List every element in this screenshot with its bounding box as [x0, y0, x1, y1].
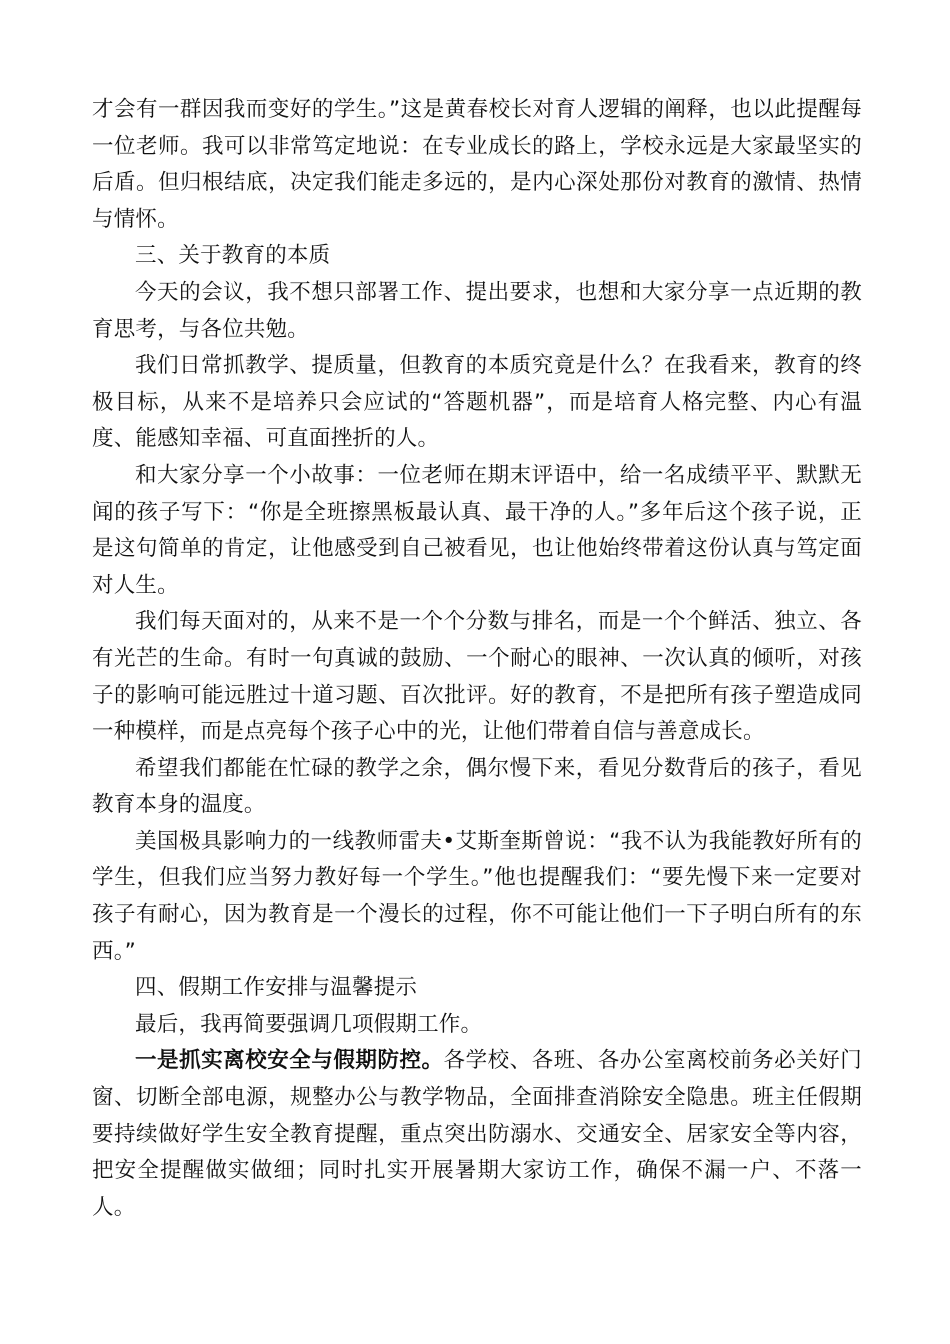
document-page: [92, 92, 862, 1226]
paragraph-body: 各学校、各班、各办公室离校前务必关好门窗、切断全部电源，规整办公与教学物品，全面排查消除安全隐患。班主任假期要持续做好学生安全教育提醒，重点突出防溺水、交通安全、居家安全等内容，把安全提醒做实做细；同时扎实开展暑期大家访工作，确保不漏一户、不落一人。: [92, 1048, 862, 1220]
bold-lead: 一是抓实离校安全与假期防控。: [135, 1048, 444, 1074]
paragraph-continuation: 才会有一群因我而变好的学生。”这是黄春校长对育人逻辑的阐释，也以此提醒每一位老师。我可以非常笃定地说：在专业成长的路上，学校永远是大家最坚实的后盾。但归根结底，决定我们能走多远的，是内心深处那份对教育的激情、热情与情怀。: [92, 97, 862, 232]
section-heading-3: 三、关于教育的本质: [135, 243, 331, 269]
paragraph: 希望我们都能在忙碌的教学之余，偶尔慢下来，看见分数背后的孩子，看见教育本身的温度。: [92, 755, 862, 818]
paragraph: 和大家分享一个小故事：一位老师在期末评语中，给一名成绩平平、默默无闻的孩子写下：“你是全班擦黑板最认真、最干净的人。”多年后这个孩子说，正是这句简单的肯定，让他感受到自己被看见，也让他始终带着这份认真与笃定面对人生。: [92, 462, 862, 598]
paragraph: 我们日常抓教学、提质量，但教育的本质究竟是什么？在我看来，教育的终极目标，从来不是培养只会应试的“答题机器”，而是培育人格完整、内心有温度、能感知幸福、可直面挫折的人。: [92, 353, 862, 452]
paragraph: 最后，我再简要强调几项假期工作。: [135, 1011, 483, 1037]
paragraph-quote: 美国极具影响力的一线教师雷夫•艾斯奎斯曾说：“我不认为我能教好所有的学生，但我们应当努力教好每一个学生。”他也提醒我们：“要先慢下来一定要对孩子有耐心，因为教育是一个漫长的过程，你不可能让他们一下子明白所有的东西。”: [92, 828, 862, 964]
paragraph-safety: [92, 1043, 862, 1226]
section-heading-4: 四、假期工作安排与温馨提示: [135, 975, 418, 1001]
paragraph: 我们每天面对的，从来不是一个个分数与排名，而是一个个鲜活、独立、各有光芒的生命。有时一句真诚的鼓励、一个耐心的眼神、一次认真的倾听，对孩子的影响可能远胜过十道习题、百次批评。好的教育，不是把所有孩子塑造成同一种模样，而是点亮每个孩子心中的光，让他们带着自信与善意成长。: [92, 609, 862, 745]
paragraph: 今天的会议，我不想只部署工作、提出要求，也想和大家分享一点近期的教育思考，与各位共勉。: [92, 279, 862, 342]
